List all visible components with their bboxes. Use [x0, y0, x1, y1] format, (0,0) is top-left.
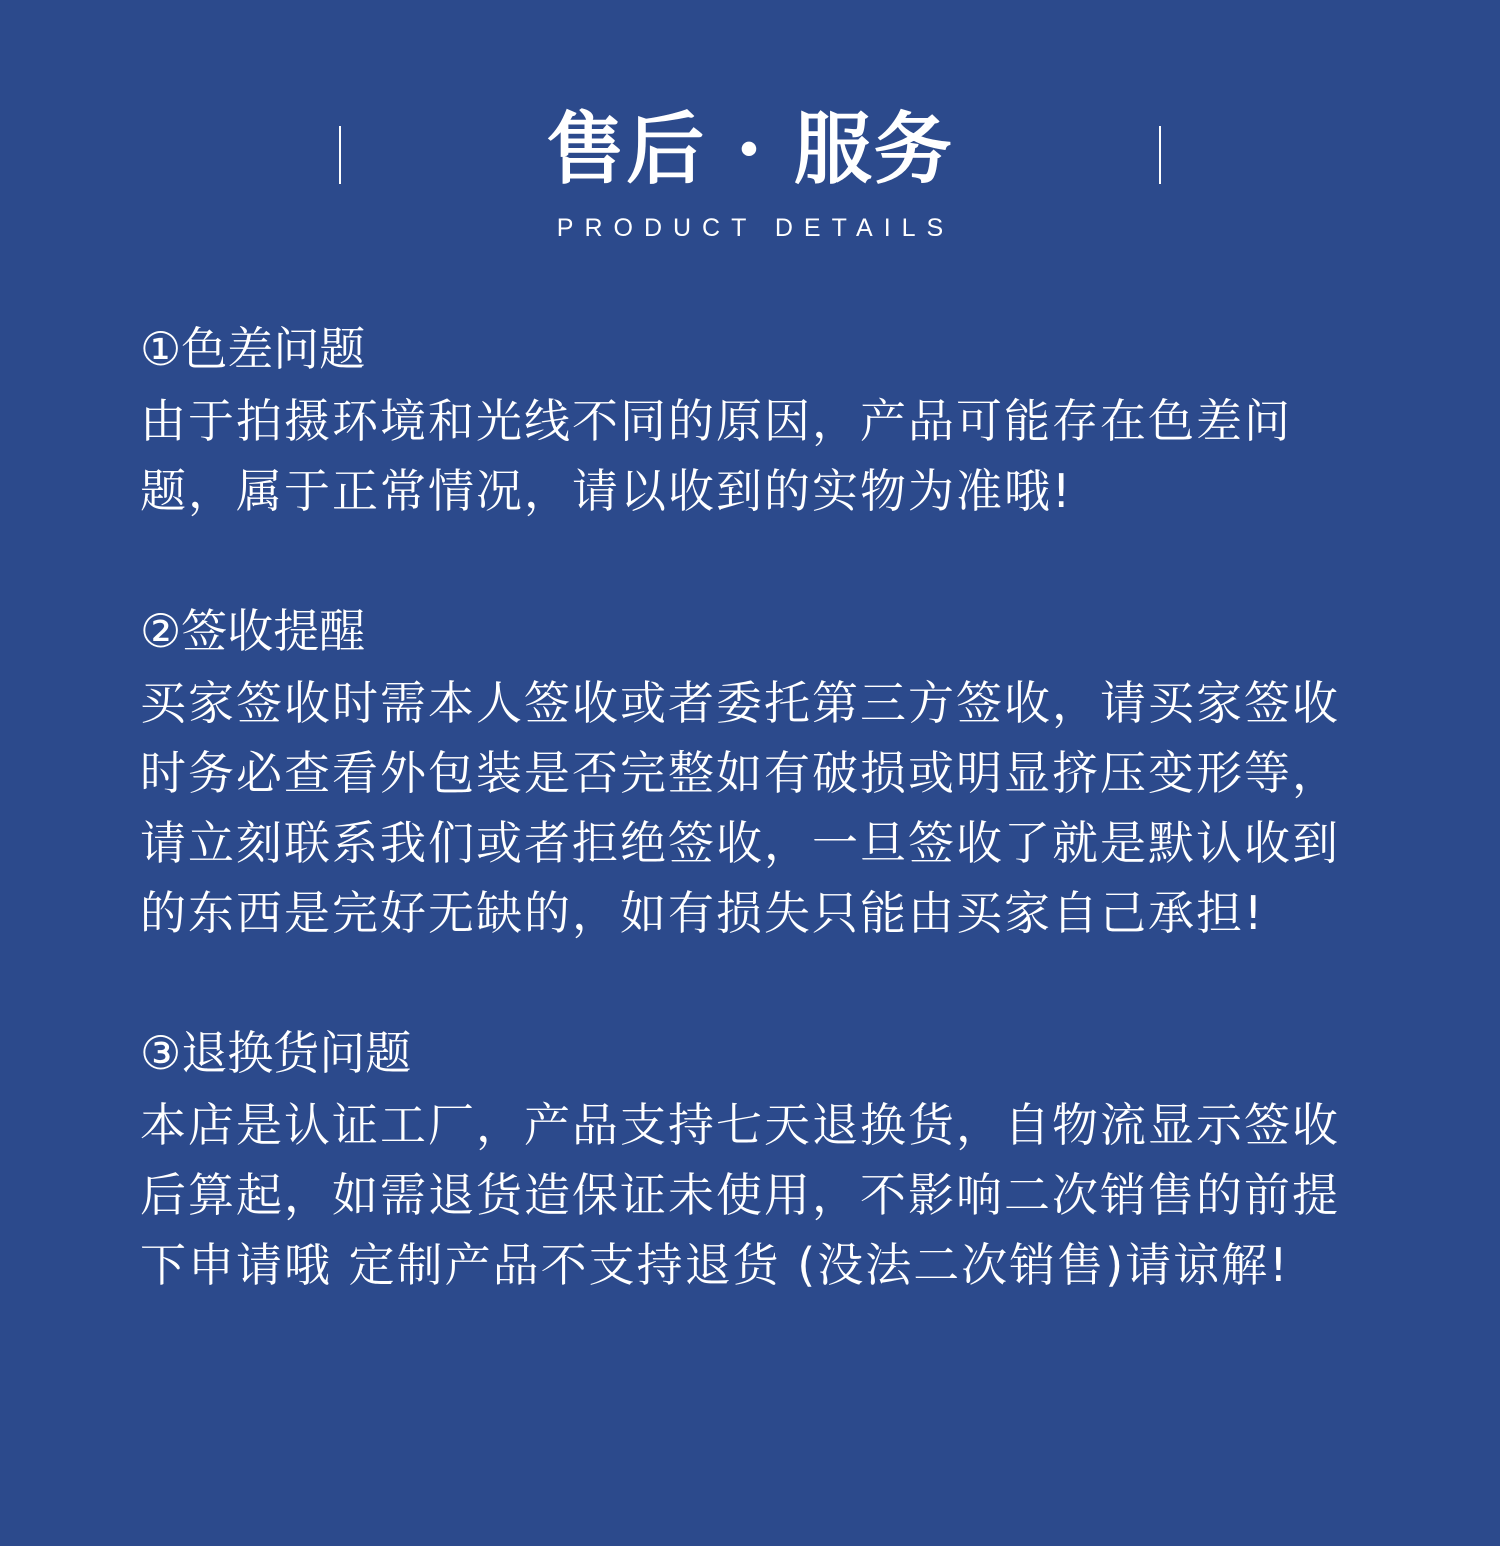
section-body: 本店是认证工厂，产品支持七天退换货，自物流显示签收后算起，如需退货造保证未使用，不影响二次销售的前提下申请哦 定制产品不支持退货 (没法二次销售)请谅解!: [140, 1098, 1340, 1292]
section-heading: ②签收提醒: [140, 604, 366, 658]
section-returns: [140, 1020, 1380, 1300]
page-header: [0, 0, 1500, 260]
section-heading: ③退换货问题: [140, 1026, 412, 1080]
section-body: 买家签收时需本人签收或者委托第三方签收，请买家签收时务必查看外包装是否完整如有破损或明显挤压变形等，请立刻联系我们或者拒绝签收，一旦签收了就是默认收到的东西是完好无缺的，如有损失只能由买家自己承担!: [140, 676, 1340, 940]
after-sales-content: [140, 316, 1380, 1372]
section-signing-reminder: [140, 598, 1380, 948]
page-title: 售后 · 服务: [546, 104, 954, 195]
section-color-difference: [140, 316, 1380, 526]
section-body: 由于拍摄环境和光线不同的原因，产品可能存在色差问题，属于正常情况，请以收到的实物为准哦!: [140, 394, 1292, 518]
section-heading: ①色差问题: [140, 322, 366, 376]
page-subtitle: PRODUCT DETAILS: [556, 214, 955, 242]
right-divider-line: [1159, 126, 1161, 184]
